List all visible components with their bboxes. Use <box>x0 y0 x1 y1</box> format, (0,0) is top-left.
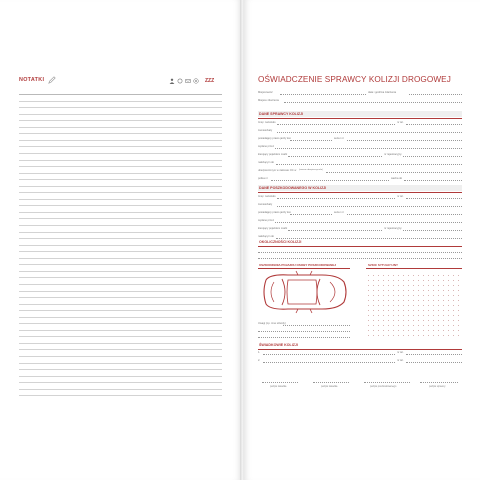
ruled-line <box>19 284 222 285</box>
s2-reg-field[interactable] <box>403 230 462 231</box>
s2-phone-field[interactable] <box>406 198 462 199</box>
s1-phone-label: nr tel. <box>397 121 404 124</box>
contact-icons <box>169 77 214 85</box>
s1-vehicle-field[interactable] <box>288 156 382 157</box>
s2-owner-field[interactable] <box>276 238 462 239</box>
signature-line-witness-1[interactable] <box>262 382 298 383</box>
ruled-line <box>19 160 222 161</box>
s2-address-field[interactable] <box>277 206 462 207</box>
signature-label-witness-2: podpis świadka <box>321 385 338 388</box>
damage-remarks-field-3[interactable] <box>258 337 350 338</box>
s1-reg-label: nr rejestracyjny <box>384 153 402 156</box>
ruled-line <box>19 120 222 121</box>
ruled-line <box>19 212 222 213</box>
s2-vehicle-label: kierujący pojazdem marki <box>258 227 288 230</box>
ruled-line <box>19 127 222 128</box>
signature-label-witness-1: podpis świadka <box>270 385 287 388</box>
s2-reg-label: nr rejestracyjny <box>384 227 402 230</box>
s1-issued-label: wydane przez <box>258 145 275 148</box>
section-offender-title: DANE SPRAWCY KOLIZJI <box>259 112 304 116</box>
damage-remarks-field-1[interactable] <box>283 325 350 326</box>
ruled-line <box>19 166 222 167</box>
witness-2-field[interactable] <box>263 362 395 363</box>
s1-address-label: zamieszkały <box>258 129 273 132</box>
witness-1-phone-field[interactable] <box>406 354 462 355</box>
ruled-line <box>19 349 222 350</box>
section-circumstances-title: OKOLICZNOŚCI KOLIZJI <box>259 240 302 244</box>
witness-2-phone-field[interactable] <box>406 362 462 363</box>
section-victim-title: DANE POSZKODOWANEGO W KOLIZJI <box>259 186 327 190</box>
s2-issued-label: wydane przez <box>258 219 275 222</box>
s1-owner-field[interactable] <box>276 164 462 165</box>
s1-license-field[interactable] <box>290 140 332 141</box>
witness-2-phone-label: nr tel. <box>397 359 404 362</box>
ruled-line <box>19 277 222 278</box>
notes-title: NOTATKI <box>19 77 45 83</box>
ruled-line <box>19 323 222 324</box>
ruled-line <box>19 107 222 108</box>
s1-address-field[interactable] <box>277 132 462 133</box>
s1-insured-field[interactable] <box>326 172 462 173</box>
ruled-line <box>19 271 222 272</box>
date-field[interactable] <box>409 94 462 95</box>
section-victim-line <box>258 192 462 193</box>
sketch-title: SZKIC SYTUACYJNY <box>368 263 399 267</box>
s2-vehicle-field[interactable] <box>288 230 382 231</box>
s1-valid-field[interactable] <box>404 180 462 181</box>
s1-reg-field[interactable] <box>403 156 462 157</box>
s1-insured-note: (nazwa ubezpieczyciela) <box>299 169 323 171</box>
s1-series-label: seria i nr <box>334 137 344 140</box>
ruled-line <box>19 369 222 370</box>
signature-line-offender[interactable] <box>420 382 458 383</box>
s2-series-field[interactable] <box>347 214 462 215</box>
ruled-line <box>19 336 222 337</box>
s1-series-field[interactable] <box>347 140 462 141</box>
ruled-line <box>19 218 222 219</box>
section-offender-line <box>258 118 462 119</box>
circumstances-field-1[interactable] <box>258 252 462 253</box>
s2-owner-label: należącym do <box>258 235 275 238</box>
ruled-line <box>19 245 222 246</box>
damage-line <box>258 268 350 269</box>
circumstances-field-2[interactable] <box>258 258 462 259</box>
at-icon <box>193 78 199 84</box>
date-label: data i godzina zdarzenia <box>368 91 397 94</box>
ruled-line <box>19 310 222 311</box>
ruled-line <box>19 356 222 357</box>
ruled-line <box>19 304 222 305</box>
damage-remarks-field-2[interactable] <box>258 331 350 332</box>
ruled-line <box>19 101 222 102</box>
s1-insured-label: ubezpieczonym w zakresie OC w <box>258 169 297 172</box>
ruled-line <box>19 192 222 193</box>
ruled-line <box>19 264 222 265</box>
signature-label-offender: podpis sprawcy <box>429 385 446 388</box>
damage-remarks-label: Uwagi (np. inne szkody) <box>258 322 286 325</box>
ruled-line <box>19 238 222 239</box>
s2-license-label: posiadający prawo jazdy kat. <box>258 211 292 214</box>
ruled-line <box>19 140 222 141</box>
person-icon <box>169 78 175 84</box>
ruled-line <box>19 251 222 252</box>
s2-name-field[interactable] <box>277 198 395 199</box>
s1-license-label: posiadający prawo jazdy kat. <box>258 137 292 140</box>
s1-vehicle-label: kierujący pojazdem marki <box>258 153 288 156</box>
s2-name-label: Imię i nazwisko <box>258 195 276 198</box>
zzz-label: ZZZ <box>205 78 215 84</box>
witness-1-number: 1. <box>258 351 261 354</box>
ruled-line <box>19 343 222 344</box>
witnesses-title: ŚWIADKOWIE KOLIZJI <box>259 343 298 347</box>
ruled-line <box>19 291 222 292</box>
ruled-line <box>19 173 222 174</box>
s1-issued-field[interactable] <box>275 148 462 149</box>
phone-icon <box>177 78 183 84</box>
location-field[interactable] <box>284 102 462 103</box>
ruled-line <box>19 330 222 331</box>
form-title: OŚWIADCZENIE SPRAWCY KOLIZJI DROGOWEJ <box>258 75 451 84</box>
notes-header <box>19 77 222 89</box>
signature-line-victim[interactable] <box>364 382 410 383</box>
pen-icon <box>48 76 56 84</box>
ruled-line <box>19 199 222 200</box>
sketch-area[interactable] <box>366 273 462 337</box>
witnesses-line <box>258 349 462 350</box>
ruled-line <box>19 395 222 396</box>
s1-name-label: Imię i nazwisko <box>258 121 276 124</box>
ruled-line <box>19 146 222 147</box>
s1-policy-label: polisa nr <box>258 177 268 180</box>
ruled-line <box>19 114 222 115</box>
ruled-line <box>19 389 222 390</box>
ruled-line <box>19 186 222 187</box>
ruled-line <box>19 382 222 383</box>
s2-license-field[interactable] <box>290 214 332 215</box>
s1-owner-label: należącym do <box>258 161 275 164</box>
sketch-line <box>366 268 462 269</box>
section-circumstances-line <box>258 246 462 247</box>
s1-valid-label: ważna do <box>391 177 403 180</box>
ruled-line <box>19 133 222 134</box>
s2-phone-label: nr tel. <box>397 195 404 198</box>
place-field[interactable] <box>280 94 366 95</box>
ruled-line <box>19 232 222 233</box>
location-label: Miejsce zdarzenia <box>258 99 279 102</box>
s2-address-label: zamieszkały <box>258 203 273 206</box>
s1-policy-field[interactable] <box>271 180 389 181</box>
ruled-line <box>19 363 222 364</box>
ruled-line <box>19 225 222 226</box>
signature-label-victim: podpis poszkodowanego <box>370 385 397 388</box>
ruled-line <box>19 376 222 377</box>
witness-1-field[interactable] <box>263 354 395 355</box>
car-diagram-icon[interactable] <box>258 270 350 314</box>
ruled-line <box>19 153 222 154</box>
s2-series-label: seria i nr <box>334 211 344 214</box>
s1-name-field[interactable] <box>277 124 395 125</box>
ruled-line <box>19 297 222 298</box>
witness-1-phone-label: nr tel. <box>397 351 404 354</box>
ruled-line <box>19 94 222 95</box>
place-label: Miejscowość <box>258 91 273 94</box>
ruled-line <box>19 258 222 259</box>
s2-issued-field[interactable] <box>275 222 462 223</box>
damage-title: USZKODZENIA POJAZDU OSOBY POSZKODOWANEJ <box>259 263 337 267</box>
witness-2-number: 2. <box>258 359 261 362</box>
mail-icon <box>185 78 191 84</box>
ruled-line <box>19 205 222 206</box>
ruled-line <box>19 179 222 180</box>
s1-phone-field[interactable] <box>406 124 462 125</box>
signature-line-witness-2[interactable] <box>313 382 349 383</box>
ruled-line <box>19 317 222 318</box>
